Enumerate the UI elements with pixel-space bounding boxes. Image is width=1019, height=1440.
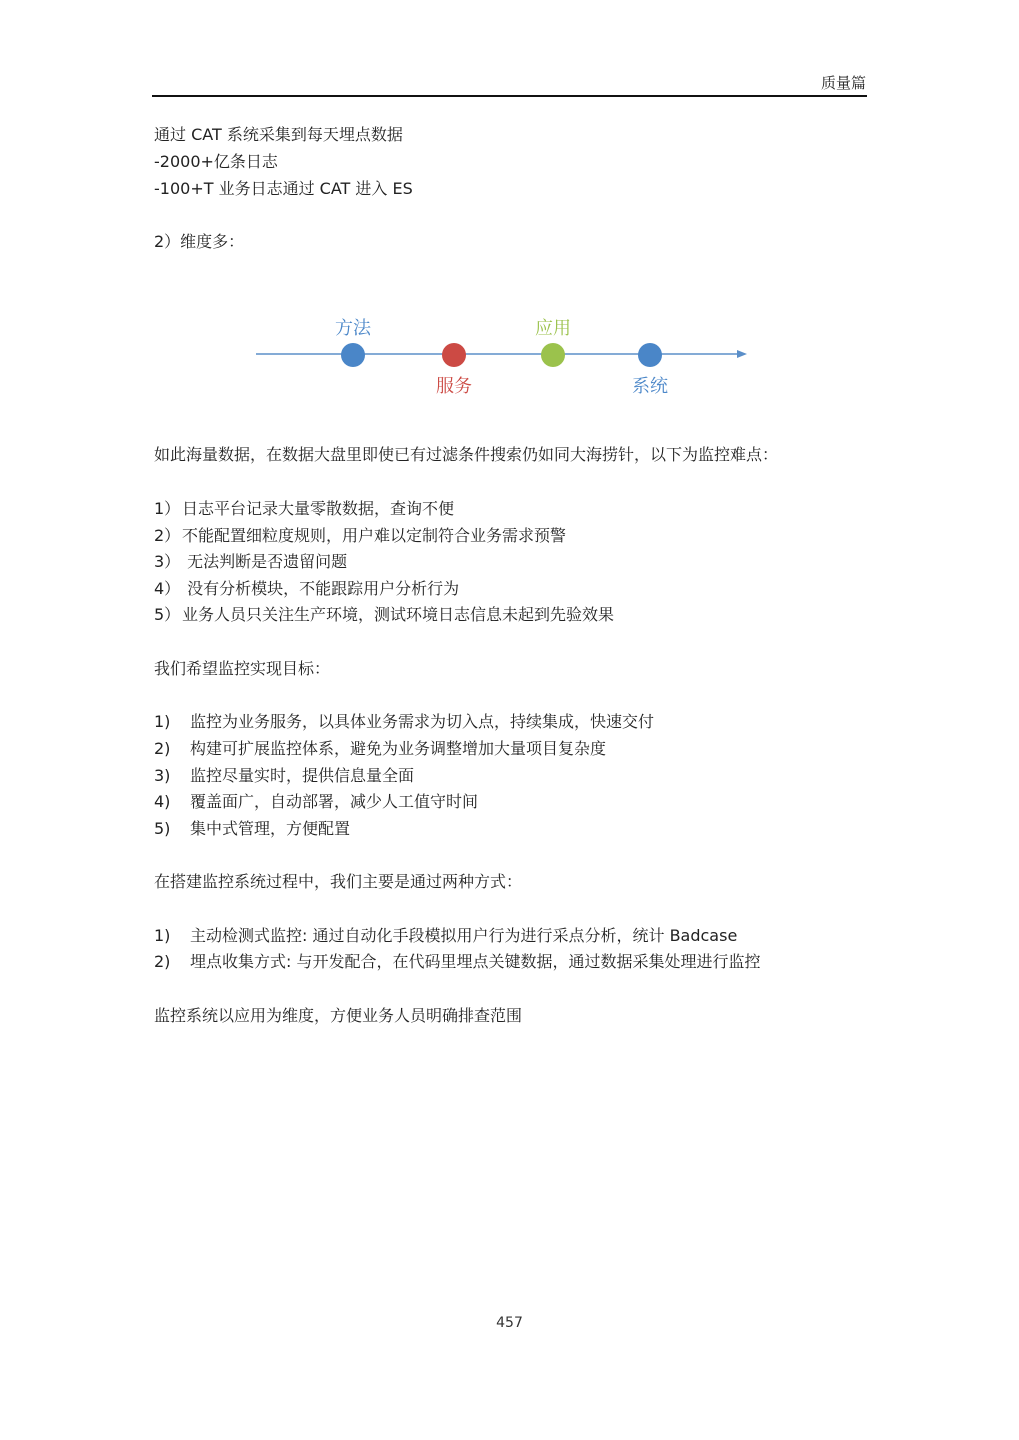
item-number: 4) (154, 792, 171, 811)
item-text: 业务人员只关注生产环境，测试环境日志信息未起到先验效果 (182, 605, 615, 624)
difficulty-item-1 (154, 499, 454, 519)
header-title: 质量篇 (820, 74, 866, 92)
item-number: 2） (154, 526, 181, 545)
label-system: 系统 (632, 376, 668, 397)
item-number: 1) (154, 926, 171, 945)
item-text: 构建可扩展监控体系，避免为业务调整增加大量项目复杂度 (190, 739, 607, 758)
item-number: 1) (154, 712, 171, 731)
intro-line-2: -2000+亿条日志 (154, 152, 278, 171)
intro-line-3: -100+T 业务日志通过 CAT 进入 ES (154, 179, 413, 198)
page-number: 457 (496, 1315, 523, 1331)
difficulty-intro: 如此海量数据，在数据大盘里即使已有过滤条件搜索仍如同大海捞针，以下为监控难点： (154, 445, 779, 464)
item-number: 2) (154, 952, 171, 971)
item-number: 3） (154, 552, 181, 571)
intro-line-1: 通过 CAT 系统采集到每天埋点数据 (154, 125, 403, 144)
method-item-2 (154, 952, 760, 972)
method-dot (341, 343, 365, 367)
goal-item-5 (154, 819, 350, 839)
item-number: 5） (154, 605, 181, 624)
label-method: 方法 (335, 318, 371, 339)
item-text: 不能配置细粒度规则，用户难以定制符合业务需求预警 (182, 526, 567, 545)
methods-intro: 在搭建监控系统过程中，我们主要是通过两种方式： (154, 872, 523, 891)
arrow-head-icon (737, 350, 747, 358)
dimension-heading: 2）维度多： (154, 232, 245, 251)
item-text: 埋点收集方式: 与开发配合，在代码里埋点关键数据，通过数据采集处理进行监控 (190, 952, 761, 971)
item-number: 3) (154, 766, 171, 785)
item-number: 5) (154, 819, 171, 838)
item-text: 集中式管理，方便配置 (190, 819, 351, 838)
service-dot (442, 343, 466, 367)
closing-paragraph: 监控系统以应用为维度，方便业务人员明确排查范围 (154, 1006, 523, 1025)
app-dot (541, 343, 565, 367)
dimension-diagram (250, 305, 760, 415)
difficulty-item-2 (154, 526, 566, 546)
goal-item-2 (154, 739, 606, 759)
goal-item-1 (154, 712, 654, 732)
item-text: 监控尽量实时，提供信息量全面 (190, 766, 415, 785)
item-number: 1） (154, 499, 181, 518)
item-number: 4） (154, 579, 181, 598)
label-service: 服务 (436, 376, 472, 397)
item-text: 监控为业务服务，以具体业务需求为切入点，持续集成，快速交付 (190, 712, 655, 731)
item-text: 没有分析模块，不能跟踪用户分析行为 (182, 579, 460, 598)
system-dot (638, 343, 662, 367)
label-app: 应用 (535, 318, 571, 339)
item-text: 主动检测式监控: 通过自动化手段模拟用户行为进行采点分析，统计 Badcase (190, 926, 738, 945)
header-rule (152, 95, 867, 97)
method-item-1 (154, 926, 737, 946)
item-text: 无法判断是否遗留问题 (182, 552, 348, 571)
goals-intro: 我们希望监控实现目标： (154, 659, 331, 678)
item-text: 覆盖面广，自动部署，减少人工值守时间 (190, 792, 479, 811)
item-text: 日志平台记录大量零散数据，查询不便 (182, 499, 455, 518)
goal-item-3 (154, 766, 414, 786)
item-number: 2) (154, 739, 171, 758)
goal-item-4 (154, 792, 478, 812)
difficulty-item-3 (154, 552, 347, 572)
difficulty-item-4 (154, 579, 459, 599)
difficulty-item-5 (154, 605, 614, 625)
